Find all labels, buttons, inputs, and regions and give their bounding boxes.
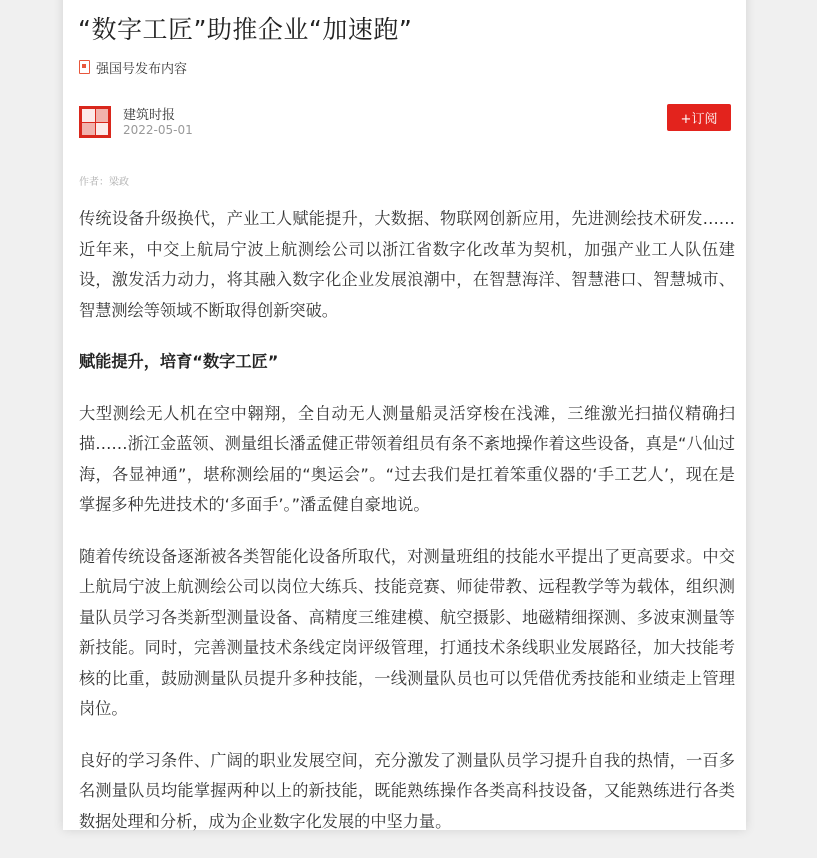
article-body — [79, 204, 735, 858]
paragraph: 良好的学习条件、广阔的职业发展空间，充分激发了测量队员学习提升自我的热情，一百多名测量队员均能掌握两种以上的新技能，既能熟练操作各类高科技设备，又能熟练进行各类数据处理和分析，成为企业数字化发展的中坚力量。 — [79, 750, 735, 831]
publisher-logo[interactable] — [79, 106, 111, 138]
publisher-name[interactable]: 建筑时报 — [123, 108, 176, 123]
paragraph: 大型测绘无人机在空中翱翔，全自动无人测量船灵活穿梭在浅滩，三维激光扫描仪精确扫描……浙江金蓝领、测量组长潘孟健正带领着组员有条不紊地操作着这些设备，真是“八仙过海，各显神通”，堪称测绘届的“奥运会”。“过去我们是扛着笨重仪器的‘手工艺人’，现在是掌握多种先进技术的‘多面手’。”潘孟健自豪地说。 — [79, 403, 735, 514]
paragraph: 传统设备升级换代，产业工人赋能提升，大数据、物联网创新应用，先进测绘技术研发……近年来，中交上航局宁波上航测绘公司以浙江省数字化改革为契机，加强产业工人队伍建设，激发活力动力，将其融入数字化企业发展浪潮中，在智慧海洋、智慧港口、智慧城市、智慧测绘等领域不断取得创新突破。 — [79, 209, 735, 320]
article-page — [63, 0, 746, 830]
source-label: 强国号发布内容 — [96, 61, 188, 77]
bookmark-icon — [79, 60, 90, 74]
source-row — [79, 58, 187, 76]
subscribe-button[interactable]: +订阅 — [667, 104, 731, 131]
paragraph: 随着传统设备逐渐被各类智能化设备所取代，对测量班组的技能水平提出了更高要求。中交上航局宁波上航测绘公司以岗位大练兵、技能竞赛、师徒带教、远程教学等为载体，组织测量队员学习各类新型测量设备、高精度三维建模、航空摄影、地磁精细探测、多波束测量等新技能。同时，完善测量技术条线定岗评级管理，打通技术条线职业发展路径，加大技能考核的比重，鼓励测量队员提升多种技能，一线测量队员也可以凭借优秀技能和业绩走上管理岗位。 — [79, 546, 735, 718]
publish-date: 2022-05-01 — [123, 123, 193, 137]
article-title: “数字工匠”助推企业“加速跑” — [78, 15, 413, 44]
author-line: 作者：梁政 — [79, 177, 129, 188]
section-heading: 赋能提升，培育“数字工匠” — [79, 352, 279, 371]
publisher-row — [79, 106, 731, 142]
